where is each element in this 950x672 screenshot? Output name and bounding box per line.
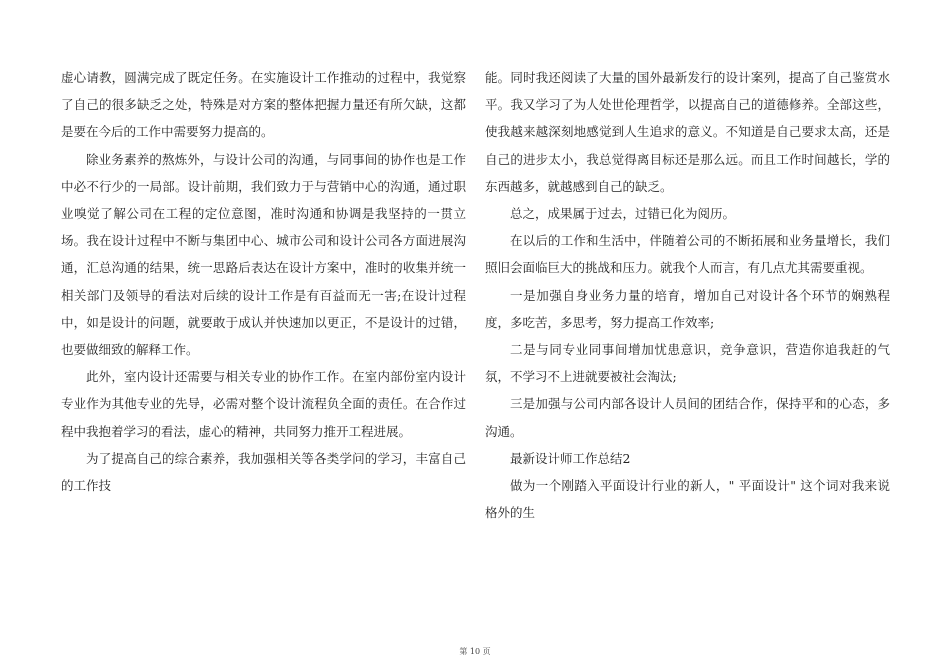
paragraph: 三是加强与公司内部各设计人员间的团结合作，保持平和的心态，多沟通。	[485, 396, 890, 439]
paragraph: 二是与同专业同事间增加忧患意识，竞争意识，营造你追我赶的气氛，不学习不上进就要被社会淘汰;	[485, 342, 890, 385]
section-heading: 最新设计师工作总结2	[510, 450, 631, 466]
paragraph: 一是加强自身业务力量的培育，增加自己对设计各个环节的娴熟程度，多吃苦，多思考，努力提高工作效率;	[485, 287, 890, 330]
paragraph: 为了提高自己的综合素养，我加强相关等各类学问的学习，丰富自己的工作技	[61, 450, 466, 494]
paragraph: 能。同时我还阅读了大量的国外最新发行的设计案列，提高了自己鉴赏水平。我又学习了为人处世伦理哲学，以提高自己的道德修养。全部这些，使我越来越深刻地感觉到人生追求的意义。不知道是自己要求太高，还是自己的进步太小，我总觉得离目标还是那么远。而且工作时间越长，学的东西越多，就越感到自己的缺乏。	[485, 70, 890, 194]
right-column	[485, 64, 890, 526]
left-column	[61, 64, 466, 499]
paragraph: 做为一个刚踏入平面设计行业的新人，" 平面设计" 这个词对我来说格外的生	[485, 478, 890, 521]
page-number: 第 10 页	[459, 647, 491, 656]
paragraph: 除业务素养的熬炼外，与设计公司的沟通，与同事间的协作也是工作中必不行少的一局部。设计前期，我们致力于与营销中心的沟通，通过职业嗅觉了解公司在工程的定位意图，准时沟通和协调是我坚持的一贯立场。我在设计过程中不断与集团中心、城市公司和设计公司各方面进展沟通，汇总沟通的结果，统一思路后表达在设计方案中，准时的收集并统一相关部门及领导的看法对后续的设计工作是有百益而无一害;在设计过程中，如是设计的问题，就要敢于成认并快速加以更正，不是设计的过错，也要做细致的解释工作。	[61, 151, 466, 358]
paragraph: 在以后的工作和生活中，伴随着公司的不断拓展和业务量增长，我们照旧会面临巨大的挑战和压力。就我个人而言，有几点尤其需要重视。	[485, 233, 890, 276]
paragraph: 此外，室内设计还需要与相关专业的协作工作。在室内部份室内设计专业作为其他专业的先导，必需对整个设计流程负全面的责任。在合作过程中我抱着学习的看法，虚心的精神，共同努力推开工程进展。	[61, 369, 466, 439]
paragraph: 总之，成果属于过去，过错已化为阅历。	[510, 206, 736, 222]
paragraph: 虚心请教，圆满完成了既定任务。在实施设计工作推动的过程中，我觉察了自己的很多缺乏之处，特殊是对方案的整体把握力量还有所欠缺，这都是要在今后的工作中需要努力提高的。	[61, 70, 466, 140]
